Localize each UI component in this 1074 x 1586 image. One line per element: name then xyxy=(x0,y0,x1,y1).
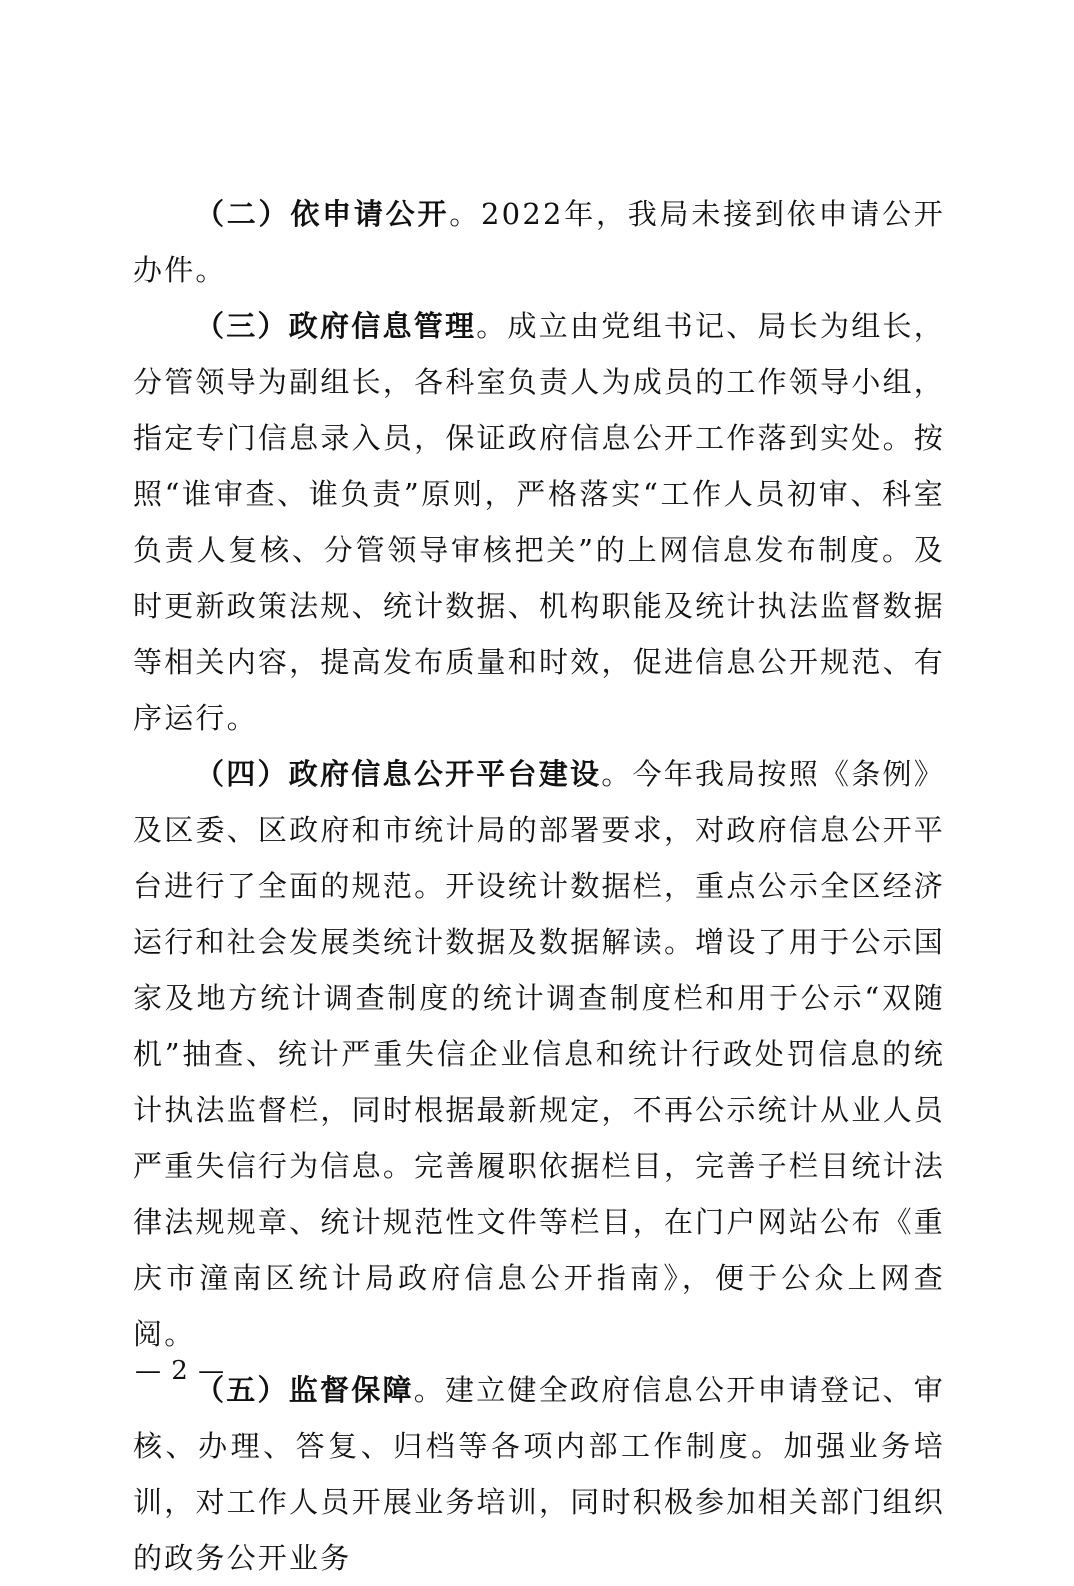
paragraph-text: 。今年我局按照《条例》及区委、区政府和市统计局的部署要求，对政府信息公开平台进行了全面的规范。开设统计数据栏，重点公示全区经济运行和社会发展类统计数据及数据解读。增设了用于公示国家及地方统计调查制度的统计调查制度栏和用于公示“双随机”抽查、统计严重失信企业信息和统计行政处罚信息的统计执法监督栏，同时根据最新规定，不再公示统计从业人员严重失信行为信息。完善履职依据栏目，完善子栏目统计法律法规规章、统计规范性文件等栏目，在门户网站公布《重庆市潼南区统计局政府信息公开指南》，便于公众上网查阅。 xyxy=(133,757,945,1351)
paragraph-text: 。建立健全政府信息公开申请登记、审核、办理、答复、归档等各项内部工作制度。加强业务培训，对工作人员开展业务培训，同时积极参加相关部门组织的政务公开业务 xyxy=(133,1373,945,1575)
section-heading: （四）政府信息公开平台建设 xyxy=(195,757,602,791)
section-heading: （五）监督保障 xyxy=(195,1373,414,1407)
page-number: — 2 — xyxy=(135,1356,226,1386)
paragraph-info-management xyxy=(133,298,945,746)
paragraph-text: 。2022年，我局未接到依申请公开办件。 xyxy=(133,197,945,287)
paragraph-apply-disclosure xyxy=(133,186,945,298)
paragraph-platform-construction xyxy=(133,746,945,1362)
document-body xyxy=(133,186,945,1586)
paragraph-supervision xyxy=(133,1362,945,1586)
section-heading: （二）依申请公开 xyxy=(195,197,450,231)
section-heading: （三）政府信息管理 xyxy=(195,309,477,343)
paragraph-text: 。成立由党组书记、局长为组长，分管领导为副组长，各科室负责人为成员的工作领导小组，指定专门信息录入员，保证政府信息公开工作落到实处。按照“谁审查、谁负责”原则，严格落实“工作人员初审、科室负责人复核、分管领导审核把关”的上网信息发布制度。及时更新政策法规、统计数据、机构职能及统计执法监督数据等相关内容，提高发布质量和时效，促进信息公开规范、有序运行。 xyxy=(133,309,945,735)
